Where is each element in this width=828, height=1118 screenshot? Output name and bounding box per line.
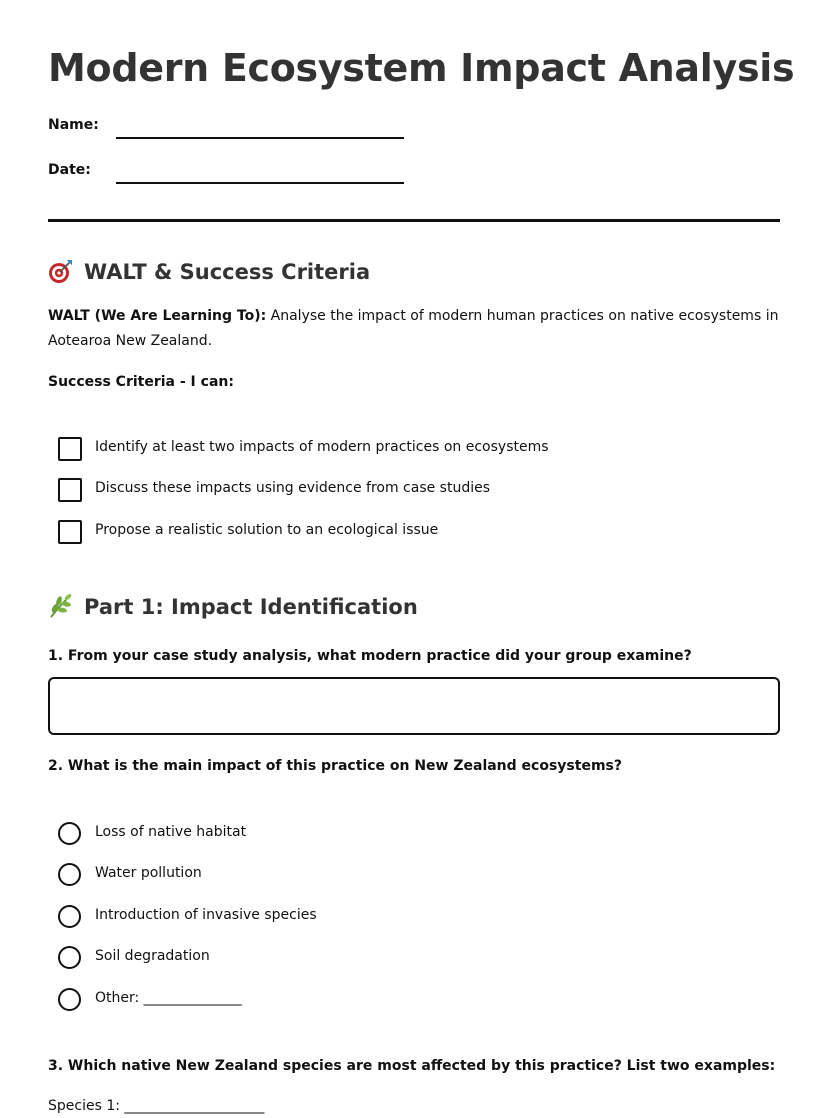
success-criteria-heading: Success Criteria - I can: xyxy=(48,374,234,390)
criterion-label: Identify at least two impacts of modern practices on ecosystems xyxy=(95,439,549,455)
question-3: 3. Which native New Zealand species are most affected by this practice? List two examples: xyxy=(48,1058,776,1074)
criterion-checkbox[interactable] xyxy=(58,520,82,544)
walt-label: WALT (We Are Learning To): xyxy=(48,308,267,324)
impact-radio[interactable] xyxy=(58,946,81,969)
impact-radio[interactable] xyxy=(58,822,81,845)
date-field[interactable] xyxy=(116,182,404,184)
impact-radio[interactable] xyxy=(58,905,81,928)
herb-icon xyxy=(48,593,74,619)
walt-text: Analyse the impact of modern human practices on native ecosystems in Aotearoa New Zealand. xyxy=(48,308,779,349)
date-label: Date: xyxy=(48,162,91,178)
question-1-answer-box[interactable] xyxy=(48,677,780,735)
name-field[interactable] xyxy=(116,137,404,139)
impact-radio[interactable] xyxy=(58,988,81,1011)
criterion-checkbox[interactable] xyxy=(58,437,82,461)
page-title: Modern Ecosystem Impact Analysis xyxy=(48,46,795,90)
impact-option-label: Soil degradation xyxy=(95,948,210,964)
species-1-field[interactable]: Species 1: ____________________ xyxy=(48,1098,265,1114)
impact-option-label: Other: ______________ xyxy=(95,990,242,1006)
divider xyxy=(48,219,780,222)
criterion-label: Discuss these impacts using evidence from case studies xyxy=(95,480,491,496)
part1-heading xyxy=(48,593,418,619)
part1-heading-text: Part 1: Impact Identification xyxy=(84,595,418,619)
criterion-checkbox[interactable] xyxy=(58,478,82,502)
walt-statement xyxy=(48,304,780,354)
question-2: 2. What is the main impact of this practice on New Zealand ecosystems? xyxy=(48,758,622,774)
impact-option-label: Introduction of invasive species xyxy=(95,907,317,923)
walt-heading xyxy=(48,258,370,284)
question-1: 1. From your case study analysis, what modern practice did your group examine? xyxy=(48,648,692,664)
impact-radio[interactable] xyxy=(58,863,81,886)
walt-heading-text: WALT & Success Criteria xyxy=(84,260,371,284)
target-icon xyxy=(48,258,74,284)
impact-option-label: Water pollution xyxy=(95,865,202,881)
criterion-label: Propose a realistic solution to an ecological issue xyxy=(95,522,439,538)
name-label: Name: xyxy=(48,117,99,133)
impact-option-label: Loss of native habitat xyxy=(95,824,247,840)
